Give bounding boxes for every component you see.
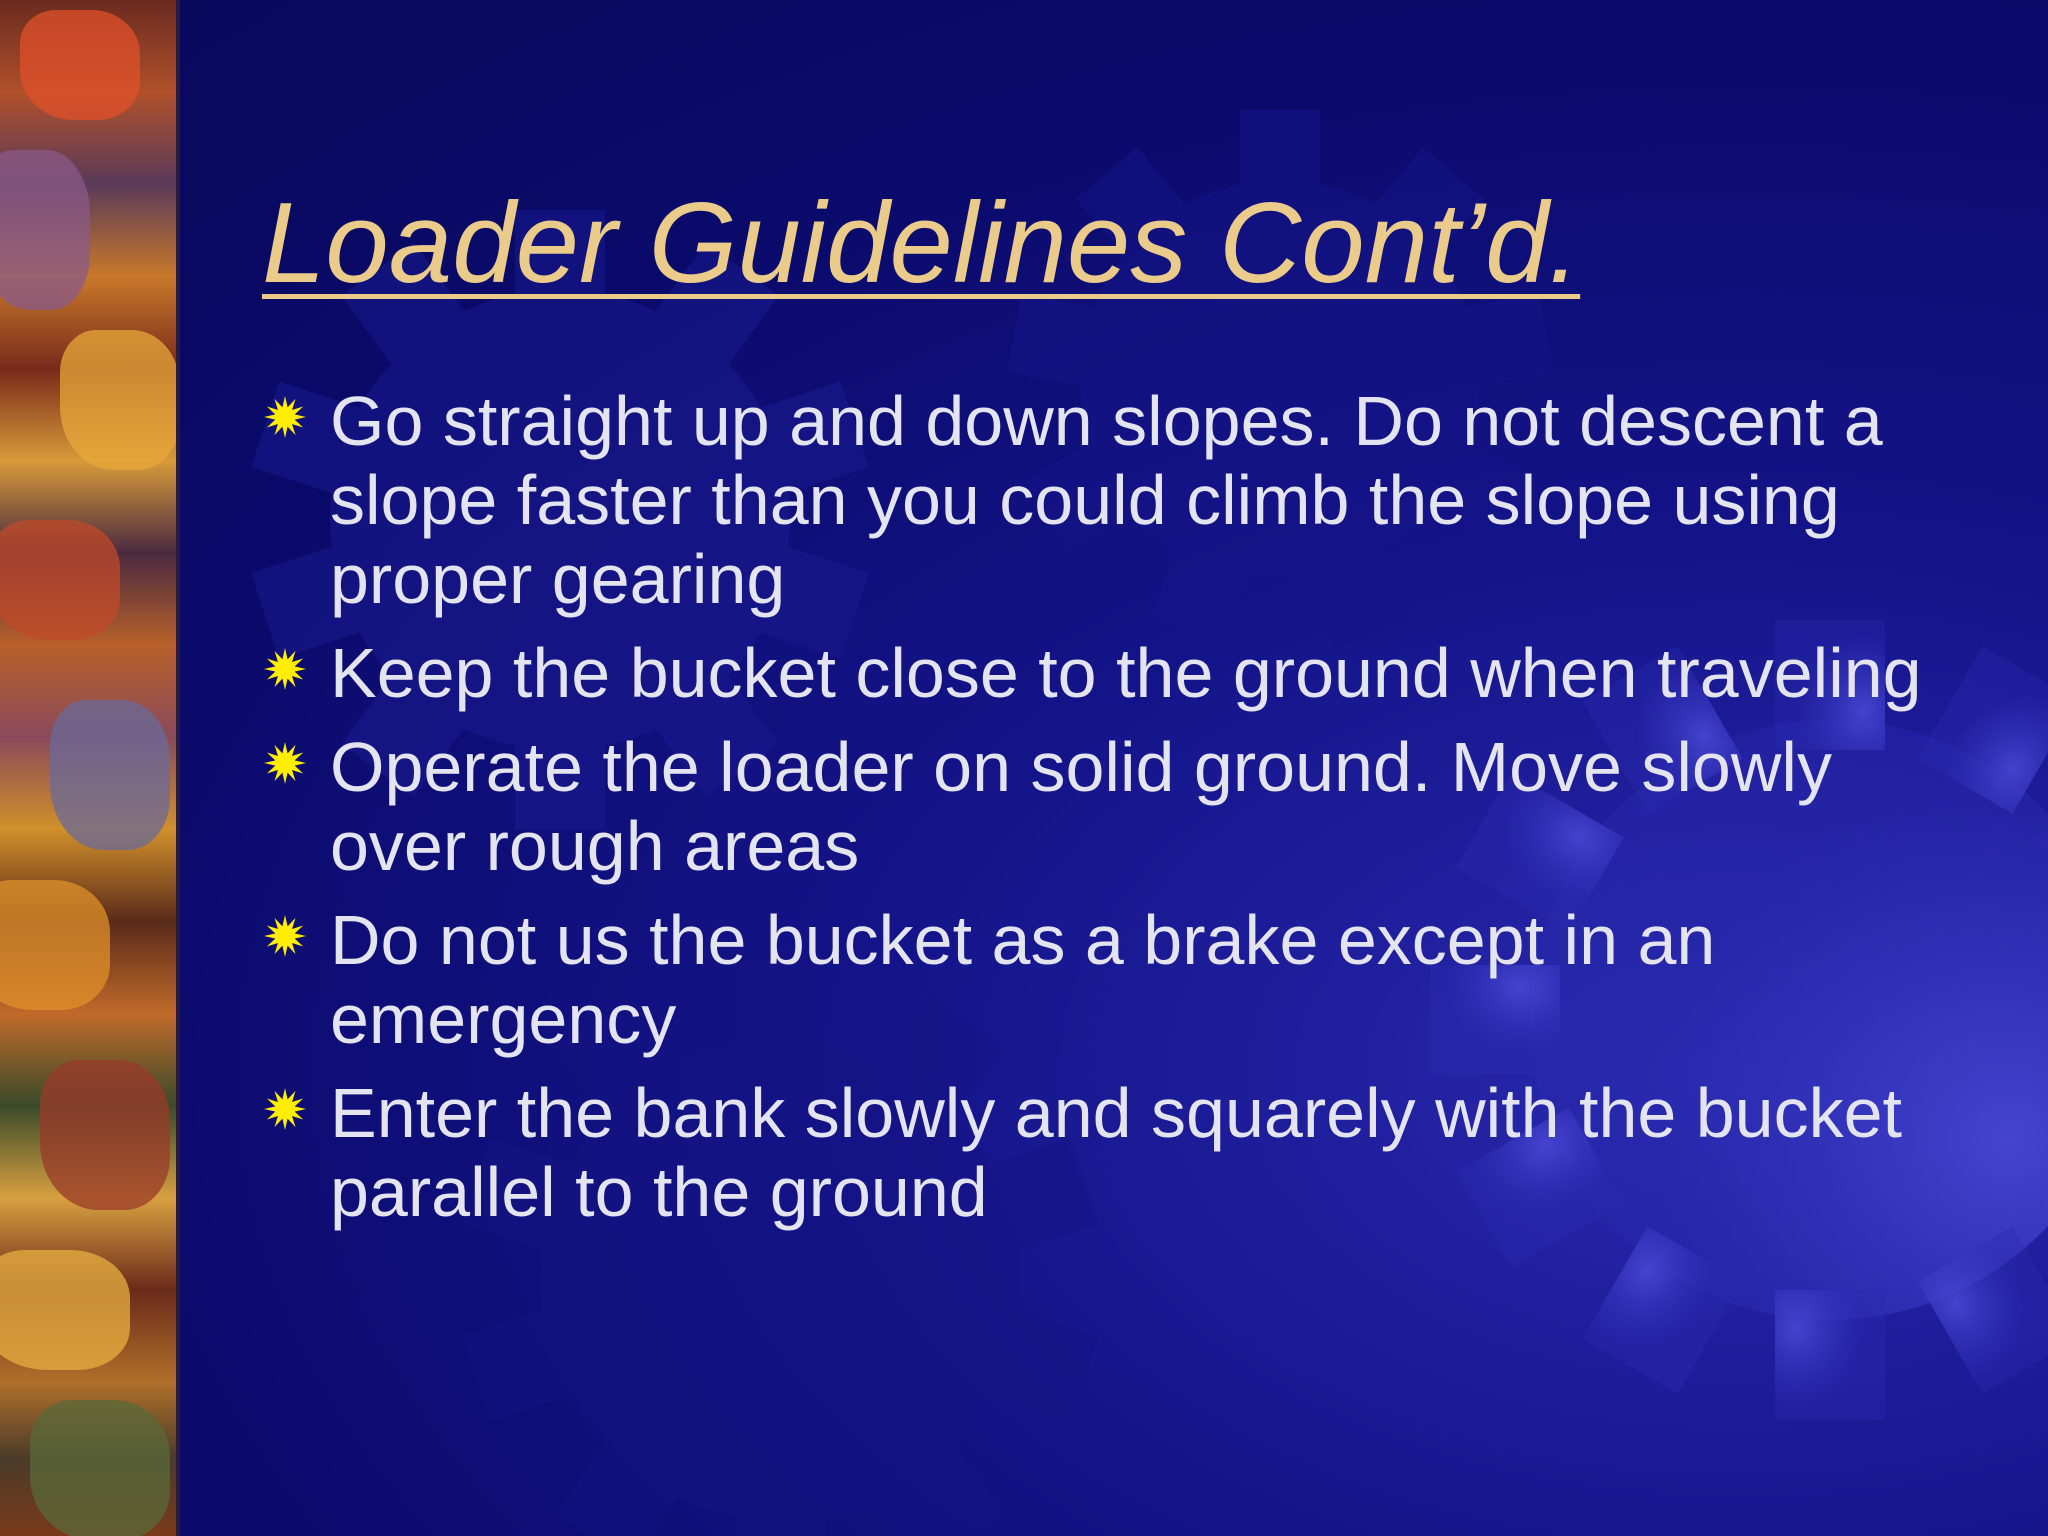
list-item — [262, 1074, 1982, 1232]
starburst-bullet-icon — [264, 1088, 306, 1130]
slide-title: Loader Guidelines Cont’d. — [262, 180, 1581, 307]
list-item — [262, 728, 1982, 886]
list-item — [262, 901, 1982, 1059]
bullet-text: Do not us the bucket as a brake except in an emergency — [330, 901, 1716, 1058]
bullet-text: Enter the bank slowly and squarely with the bucket parallel to the ground — [330, 1074, 1902, 1231]
bullet-list — [262, 382, 1982, 1247]
list-item — [262, 382, 1982, 619]
starburst-bullet-icon — [264, 396, 306, 438]
starburst-bullet-icon — [264, 648, 306, 690]
decorative-side-strip — [0, 0, 180, 1536]
starburst-bullet-icon — [264, 915, 306, 957]
starburst-bullet-icon — [264, 742, 306, 784]
bullet-text: Go straight up and down slopes. Do not descent a slope faster than you could climb the slope using proper gearing — [330, 382, 1883, 618]
bullet-text: Operate the loader on solid ground. Move slowly over rough areas — [330, 728, 1832, 885]
bullet-text: Keep the bucket close to the ground when traveling — [330, 634, 1922, 712]
list-item — [262, 634, 1982, 713]
